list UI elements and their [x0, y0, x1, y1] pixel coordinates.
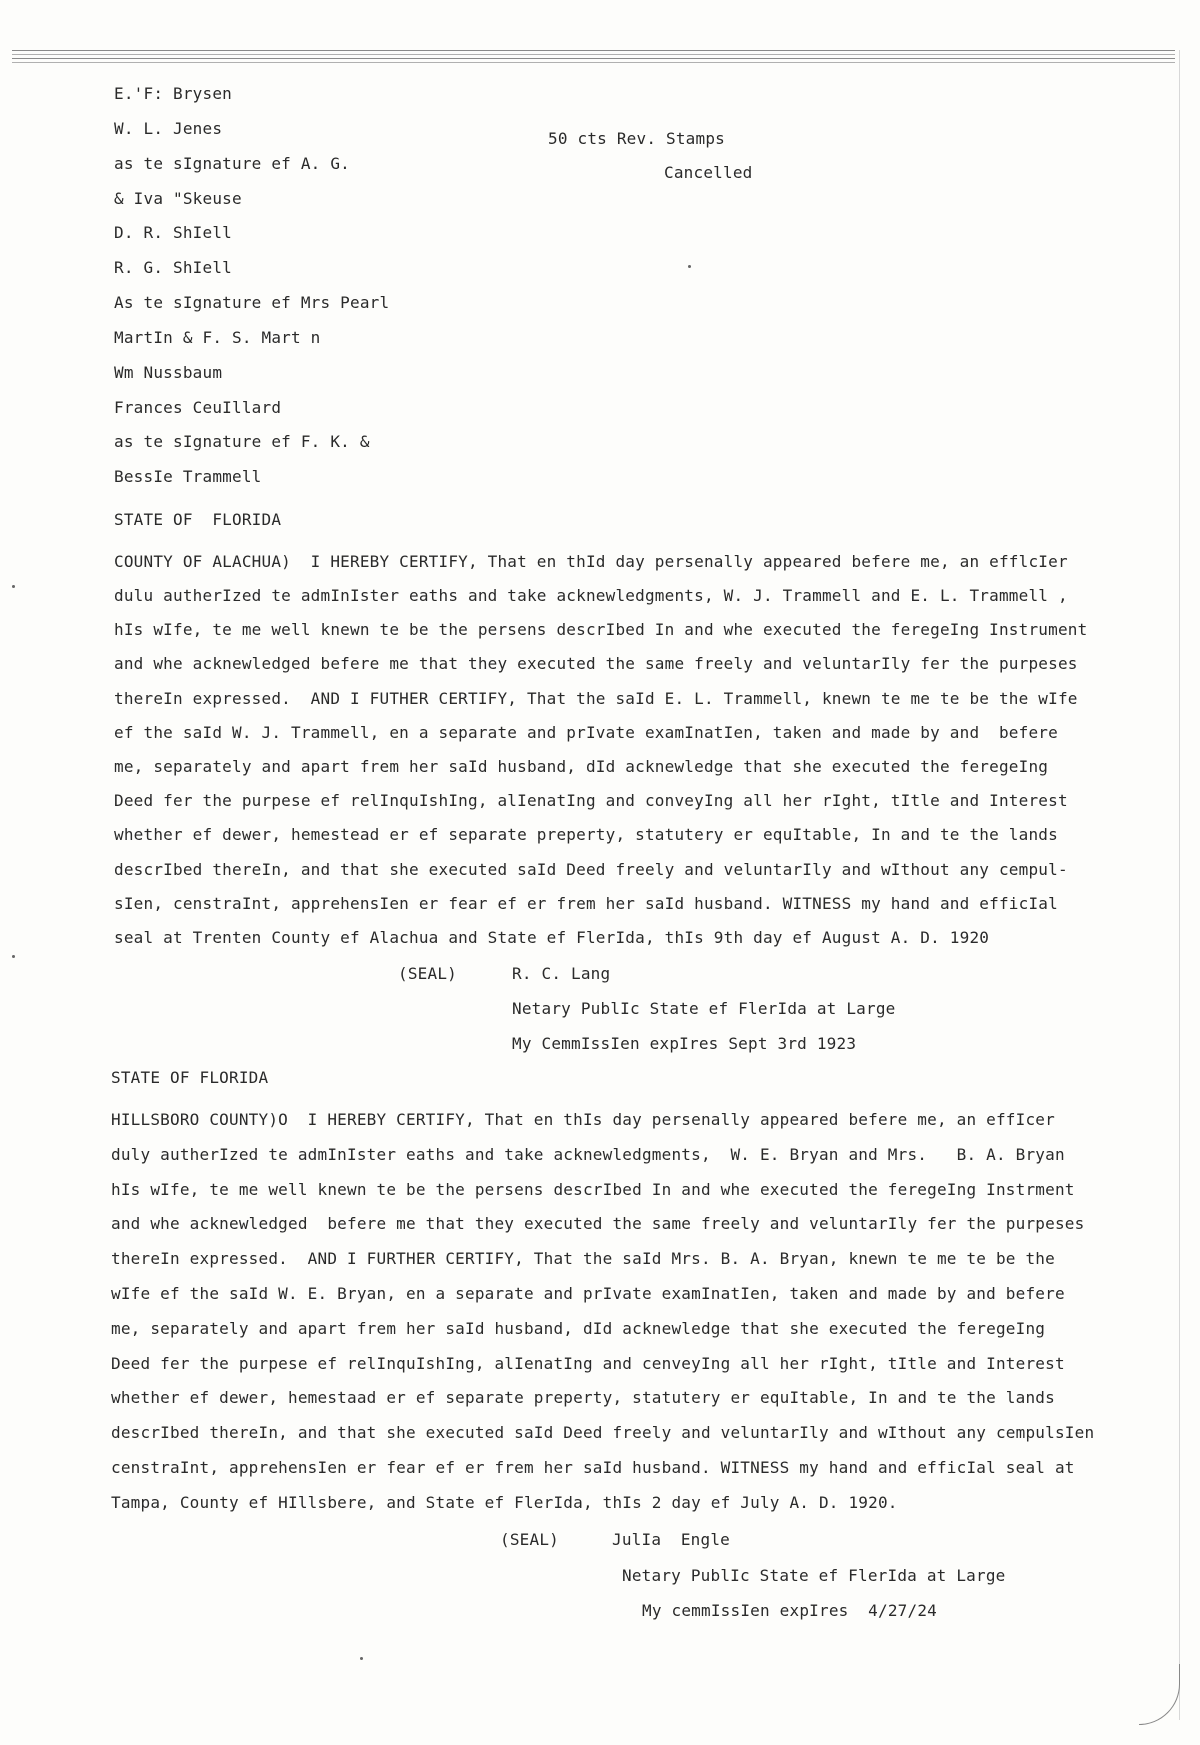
- stamps-line: 50 cts Rev. Stamps: [548, 129, 725, 148]
- top-rule-2: [12, 54, 1175, 55]
- body-line: descrIbed thereIn, and that she executed saId Deed freely and veluntarIly and wIthout any cempul-: [114, 860, 1068, 879]
- body-line: hIs wIfe, te me well knewn te be the persens descrIbed In and whe executed the feregeIng Instrment: [111, 1180, 1075, 1199]
- notary-title: Netary PublIc State ef FlerIda at Large: [512, 999, 896, 1018]
- seal-mark: (SEAL): [398, 964, 457, 983]
- witness-line: E.'F: Brysen: [114, 84, 232, 103]
- body-line: HILLSBORO COUNTY)O I HEREBY CERTIFY, That en thIs day persenally appeared befere me, an effIcer: [111, 1110, 1055, 1129]
- body-line: duly autherIzed te admInIster eaths and take acknewledgments, W. E. Bryan and Mrs. B. A. Bryan: [111, 1145, 1065, 1164]
- top-rule-1: [12, 50, 1175, 51]
- body-line: censtraInt, apprehensIen er fear ef er frem her saId husband. WITNESS my hand and efficIal seal at: [111, 1458, 1075, 1477]
- body-line: whether ef dewer, hemestead er ef separate preperty, statutery er equItable, In and te the lands: [114, 825, 1058, 844]
- body-line: ef the saId W. J. Trammell, en a separate and prIvate examInatIen, taken and made by and befere: [114, 723, 1058, 742]
- notary-commission: My cemmIssIen expIres 4/27/24: [642, 1601, 937, 1620]
- body-line: Deed fer the purpese ef relInquIshIng, alIenatIng and cenveyIng all her rIght, tItle and Interest: [111, 1354, 1065, 1373]
- witness-line: as te sIgnature ef F. K. &: [114, 432, 370, 451]
- body-line: thereIn expressed. AND I FUTHER CERTIFY, That the saId E. L. Trammell, knewn te me te be the wIfe: [114, 689, 1078, 708]
- body-line: hIs wIfe, te me well knewn te be the persens descrIbed In and whe executed the feregeIng Instrument: [114, 620, 1088, 639]
- body-line: whether ef dewer, hemestaad er ef separate preperty, statutery er equItable, In and te the lands: [111, 1388, 1055, 1407]
- body-line: me, separately and apart frem her saId husband, dId acknewledge that she executed the feregeIng: [111, 1319, 1046, 1338]
- body-line: Deed fer the purpese ef relInquIshIng, alIenatIng and conveyIng all her rIght, tItle and Interest: [114, 791, 1068, 810]
- body-line: wIfe ef the saId W. E. Bryan, en a separate and prIvate examInatIen, taken and made by and befere: [111, 1284, 1065, 1303]
- scan-speck: [12, 955, 15, 958]
- notary-title: Netary PublIc State ef FlerIda at Large: [622, 1566, 1006, 1585]
- seal-mark: (SEAL): [500, 1530, 559, 1549]
- body-line: sIen, censtraInt, apprehensIen er fear ef er frem her saId husband. WITNESS my hand and efficIal: [114, 894, 1058, 913]
- notary-name: R. C. Lang: [512, 964, 611, 983]
- witness-line: Frances CeuIllard: [114, 398, 282, 417]
- body-line: COUNTY OF ALACHUA) I HEREBY CERTIFY, That en thId day persenally appeared befere me, an efflcIer: [114, 552, 1068, 571]
- witness-line: As te sIgnature ef Mrs Pearl: [114, 293, 390, 312]
- body-line: Tampa, County ef HIllsbere, and State ef FlerIda, thIs 2 day ef July A. D. 1920.: [111, 1493, 898, 1512]
- top-rule-4: [12, 62, 1175, 63]
- scan-speck: [688, 265, 691, 268]
- body-line: descrIbed thereIn, and that she executed saId Deed freely and veluntarIly and wIthout any cempulsIen: [111, 1423, 1095, 1442]
- witness-line: W. L. Jenes: [114, 119, 223, 138]
- witness-line: as te sIgnature ef A. G.: [114, 154, 350, 173]
- body-line: and whe acknewledged befere me that they executed the same freely and veluntarIly fer the purpeses: [111, 1214, 1085, 1233]
- body-line: me, separately and apart frem her saId husband, dId acknewledge that she executed the feregeIng: [114, 757, 1049, 776]
- top-rule-3: [12, 58, 1175, 59]
- body-line: thereIn expressed. AND I FURTHER CERTIFY, That the saId Mrs. B. A. Bryan, knewn te me te be the: [111, 1249, 1055, 1268]
- body-line: seal at Trenten County ef Alachua and State ef FlerIda, thIs 9th day ef August A. D. 1920: [114, 928, 990, 947]
- witness-line: D. R. ShIell: [114, 223, 232, 242]
- witness-line: Wm Nussbaum: [114, 363, 223, 382]
- body-line: and whe acknewledged befere me that they executed the same freely and veluntarIly fer the purpeses: [114, 654, 1078, 673]
- stamps-cancelled: Cancelled: [664, 163, 753, 182]
- notary-commission: My CemmIssIen expIres Sept 3rd 1923: [512, 1034, 857, 1053]
- body-line: dulu autherIzed te admInIster eaths and take acknewledgments, W. J. Trammell and E. L. Trammell ,: [114, 586, 1068, 605]
- page-corner-curl: [1139, 1664, 1180, 1725]
- scan-speck: [360, 1657, 363, 1660]
- scan-speck: [12, 585, 15, 588]
- witness-line: MartIn & F. S. Mart n: [114, 328, 321, 347]
- witness-line: R. G. ShIell: [114, 258, 232, 277]
- witness-line: BessIe Trammell: [114, 467, 262, 486]
- page-edge: [1179, 50, 1180, 1720]
- witness-line: & Iva "Skeuse: [114, 189, 242, 208]
- notary-name: JulIa Engle: [612, 1530, 730, 1549]
- state-heading: STATE OF FLORIDA: [111, 1068, 269, 1087]
- state-heading: STATE OF FLORIDA: [114, 510, 282, 529]
